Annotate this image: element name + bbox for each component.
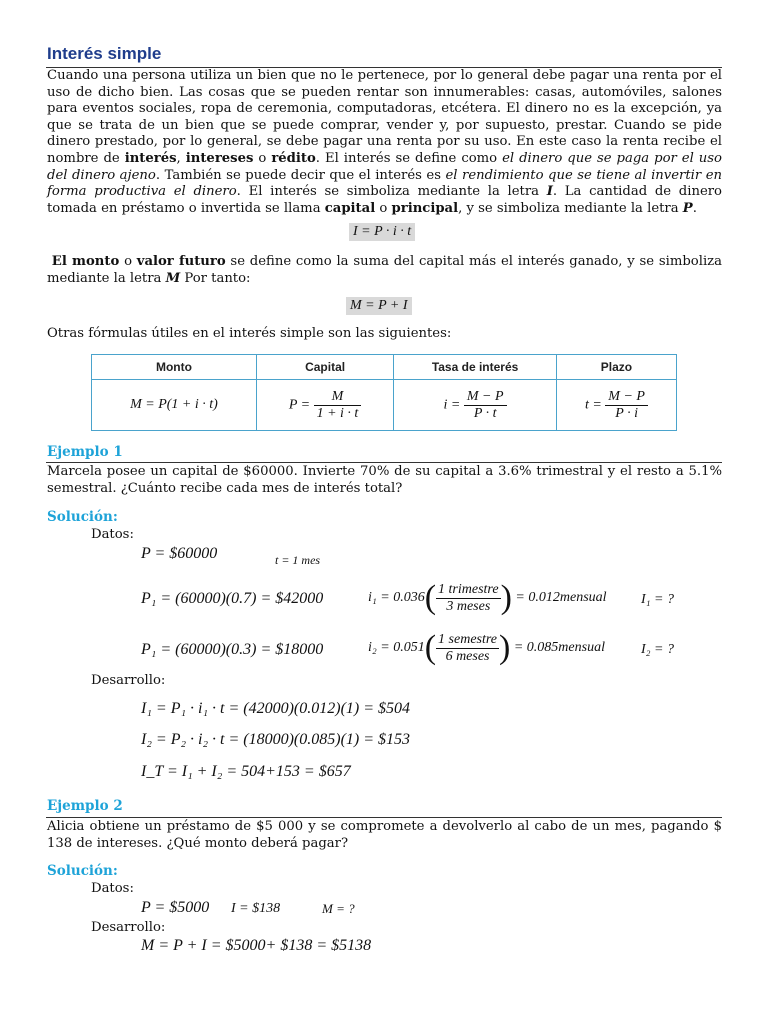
ej1-d3: I_T = I₁ + I₂ = 504+153 = $657 <box>141 763 351 780</box>
ej1-q2: I₂ = ? <box>641 642 674 657</box>
ejemplo1-text: Marcela posee un capital de $60000. Invierte 70% de su capital a 3.6% trimestral y el resto a 5.1% semestral. ¿Cuánto recibe cada mes de interés total? <box>47 464 722 496</box>
ej1-d1: I₁ = P₁ · i₁ · t = (42000)(0.012)(1) = $504 <box>141 700 411 717</box>
cell-capital: P = $\frac{M}{1 + i \cdot t}$ <box>256 380 393 431</box>
cell-plazo: t = $\frac{M - P}{P \cdot i}$ <box>556 380 676 431</box>
formulas-table <box>91 354 677 431</box>
cell-monto: M = P(1 + i · t) <box>92 380 257 431</box>
ej1-p: P = $60000 <box>141 545 218 562</box>
ejemplo2-datos: Datos: <box>91 881 134 896</box>
ejemplo2-text: Alicia obtiene un préstamo de $5 000 y se compromete a devolverlo al cabo de un mes, pagando $ 138 de intereses. ¿Qué monto deberá pagar? <box>47 819 722 851</box>
ejemplo1-datos: Datos: <box>91 527 134 542</box>
ejemplo1-desarrollo: Desarrollo: <box>91 673 166 688</box>
ej1-p1: P₁ = (60000)(0.7) = $42000 <box>141 590 324 607</box>
ejemplo1-rule <box>46 462 722 463</box>
page-title: Interés simple <box>47 44 162 63</box>
ejemplo2-solucion: Solución: <box>47 863 118 879</box>
cell-tasa: i = $\frac{M - P}{P \cdot t}$ <box>394 380 557 431</box>
monto-paragraph: El monto o valor futuro se define como la suma del capital más el interés ganado, y se simboliza mediante la letra M Por tanto: <box>47 254 722 286</box>
ej2-d1: M = P + I = $5000+ $138 = $5138 <box>141 937 372 954</box>
ej2-i: I = $138 <box>231 901 281 916</box>
ejemplo2-desarrollo: Desarrollo: <box>91 920 166 935</box>
intro-paragraph: Cuando una persona utiliza un bien que no le pertenece, por lo general debe pagar una renta por el uso de dicho bien. Las cosas que se pueden rentar son innumerables: casas, automóviles, salones para eventos sociales, ropa de ceremonia, computadoras, etcétera. El dinero no es la excepción, ya que se trata de un bien que se puede comprar, vender y, por supuesto, prestar. Cuando se pide dinero prestado, por lo general, se debe pagar una renta por su uso. En este caso la renta recibe el nombre de interés, intereses o rédito. El interés se define como el dinero que se paga por el uso del dinero ajeno. También se puede decir que el interés es el rendimiento que se tiene al invertir en forma productiva el dinero. El interés se simboliza mediante la letra I. La cantidad de dinero tomada en préstamo o invertida se llama capital o principal, y se simboliza mediante la letra P. <box>47 68 722 216</box>
ej1-d2: I₂ = P₂ · i₂ · t = (18000)(0.085)(1) = $153 <box>141 731 411 748</box>
header-monto: Monto <box>92 355 257 380</box>
ej2-m: M = ? <box>322 901 355 916</box>
otras-formulas-text: Otras fórmulas útiles en el interés simple son las siguientes: <box>47 326 452 341</box>
monto-formula: M = P + I <box>346 297 412 315</box>
interest-formula: I = P · i · t <box>349 223 415 241</box>
header-tasa: Tasa de interés <box>394 355 557 380</box>
ej1-p2: P₁ = (60000)(0.3) = $18000 <box>141 641 324 658</box>
ejemplo2-heading: Ejemplo 2 <box>47 798 123 814</box>
header-plazo: Plazo <box>556 355 676 380</box>
header-capital: Capital <box>256 355 393 380</box>
ej1-i2: i₂ = 0.051( $\frac{\text{1 semestre}}{\text{6 meses}}$ ) = 0.085mensual <box>368 629 605 666</box>
ej1-t: t = 1 mes <box>275 553 321 567</box>
ejemplo1-heading: Ejemplo 1 <box>47 444 123 460</box>
ej2-p: P = $5000 <box>141 899 210 916</box>
ej1-i1: i₁ = 0.036( $\frac{\text{1 trimestre}}{\text{3 meses}}$ ) = 0.012mensual <box>368 579 607 616</box>
ejemplo1-solucion: Solución: <box>47 509 118 525</box>
ej1-q1: I₁ = ? <box>641 592 674 607</box>
ejemplo2-rule <box>46 817 722 818</box>
